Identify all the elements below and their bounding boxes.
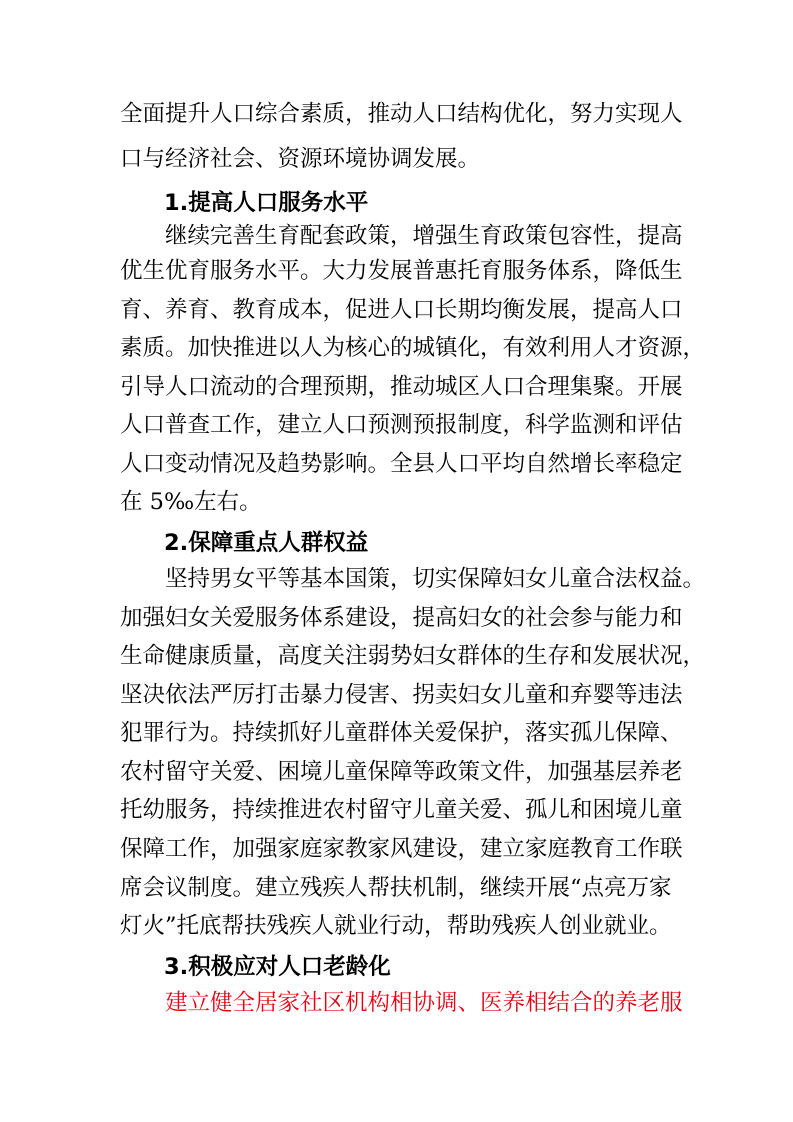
body-line: 生命健康质量，高度关注弱势妇女群体的生存和发展状况， <box>120 643 706 669</box>
body-line: 引导人口流动的合理预期，推动城区人口合理集聚。开展 <box>120 374 683 400</box>
body-line: 加强妇女关爱服务体系建设，提高妇女的社会参与能力和 <box>120 605 683 631</box>
body-line: 保障工作，加强家庭家教家风建设，建立家庭教育工作联 <box>120 836 683 862</box>
body-line: 全面提升人口综合素质，推动人口结构优化，努力实现人 <box>120 101 683 127</box>
body-line: 人口变动情况及趋势影响。全县人口平均自然增长率稳定 <box>120 451 683 477</box>
section-heading-2: 2.保障重点人群权益 <box>164 530 369 556</box>
body-line: 继续完善生育配套政策，增强生育政策包容性，提高 <box>165 223 683 249</box>
body-line: 素质。加快推进以人为核心的城镇化，有效利用人才资源， <box>120 335 706 361</box>
body-line: 口与经济社会、资源环境协调发展。 <box>120 146 481 172</box>
body-line: 灯火”托底帮扶残疾人就业行动，帮助残疾人创业就业。 <box>120 913 672 939</box>
body-line: 席会议制度。建立残疾人帮扶机制，继续开展“点亮万家 <box>120 875 672 901</box>
body-line: 犯罪行为。持续抓好儿童群体关爱保护，落实孤儿保障、 <box>120 720 683 746</box>
section-heading-3: 3.积极应对人口老龄化 <box>164 954 391 980</box>
body-line: 人口普查工作，建立人口预测预报制度，科学监测和评估 <box>120 412 683 438</box>
section-heading-1: 1.提高人口服务水平 <box>164 190 369 216</box>
body-line: 坚持男女平等基本国策，切实保障妇女儿童合法权益。 <box>165 566 706 592</box>
body-line: 托幼服务，持续推进农村留守儿童关爱、孤儿和困境儿童 <box>120 797 683 823</box>
body-line: 育、养育、教育成本，促进人口长期均衡发展，提高人口 <box>120 297 683 323</box>
body-line: 坚决依法严厉打击暴力侵害、拐卖妇女儿童和弃婴等违法 <box>120 682 683 708</box>
body-line: 在 5‰左右。 <box>120 489 262 515</box>
highlighted-line: 建立健全居家社区机构相协调、医养相结合的养老服 <box>165 990 683 1016</box>
body-line: 优生优育服务水平。大力发展普惠托育服务体系，降低生 <box>120 258 683 284</box>
body-line: 农村留守关爱、困境儿童保障等政策文件，加强基层养老 <box>120 759 683 785</box>
